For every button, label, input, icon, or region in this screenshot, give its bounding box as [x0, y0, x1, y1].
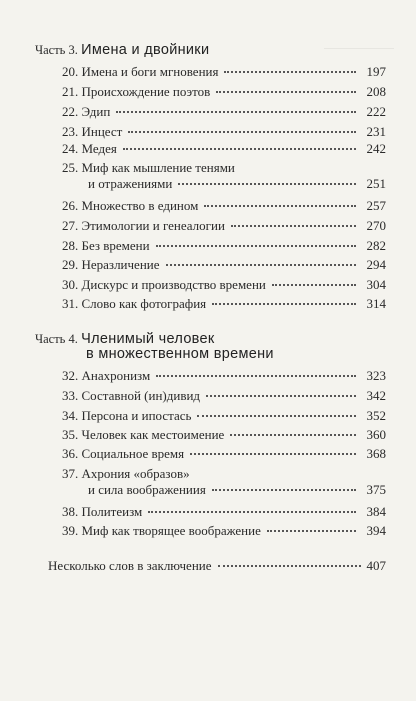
entry-title-continued: и отражениями	[88, 176, 173, 191]
entry-page: 294	[366, 257, 386, 272]
entry-title: Составной (ин)дивид	[81, 388, 201, 403]
toc-entry-39[interactable]	[62, 523, 386, 539]
dot-leader	[230, 434, 356, 436]
entry-page: 360	[366, 427, 386, 442]
entry-number: 24.	[62, 141, 79, 156]
entry-title: Анахронизм	[81, 368, 151, 383]
dot-leader	[212, 489, 356, 491]
dot-leader	[123, 148, 356, 150]
entry-title: Персона и ипостась	[81, 408, 192, 423]
entry-number: 27.	[62, 218, 79, 233]
dot-leader	[212, 303, 356, 305]
toc-entry-31[interactable]	[62, 296, 386, 312]
entry-title: Неразличение	[81, 257, 160, 272]
toc-entry-38[interactable]	[62, 504, 386, 520]
entry-number: 36.	[62, 446, 79, 461]
toc-entry-34[interactable]	[62, 408, 386, 424]
toc-entry-conclusion[interactable]	[48, 558, 386, 574]
entry-title: Эдип	[81, 104, 111, 119]
entry-page: 282	[366, 238, 386, 253]
entry-page: 208	[366, 84, 386, 99]
entry-number: 34.	[62, 408, 79, 423]
toc-entry-28[interactable]	[62, 238, 386, 254]
toc-entry-23[interactable]	[62, 124, 386, 140]
part-3-heading	[35, 42, 209, 58]
entry-number: 38.	[62, 504, 79, 519]
toc-entry-30[interactable]	[62, 277, 386, 293]
dot-leader	[156, 375, 356, 377]
faint-rule	[324, 48, 394, 49]
entry-title-continued: и сила воображениия	[88, 482, 206, 497]
entry-page: 222	[366, 104, 386, 119]
toc-entry-29[interactable]	[62, 257, 386, 273]
dot-leader	[166, 264, 357, 266]
entry-title: Дискурс и производство времени	[81, 277, 266, 292]
entry-title: Медея	[81, 141, 117, 156]
dot-leader	[197, 415, 356, 417]
toc-entry-25[interactable]	[62, 160, 386, 192]
entry-title: Слово как фотография	[81, 296, 207, 311]
dot-leader	[204, 205, 356, 207]
dot-leader	[224, 71, 356, 73]
entry-page: 304	[366, 277, 386, 292]
entry-title: Социальное время	[81, 446, 185, 461]
entry-number: 22.	[62, 104, 79, 119]
dot-leader	[218, 565, 361, 567]
entry-title: Происхождение поэтов	[81, 84, 211, 99]
entry-page: 394	[366, 523, 386, 538]
entry-page: 231	[366, 124, 386, 139]
entry-number: 21.	[62, 84, 79, 99]
dot-leader	[156, 245, 356, 247]
part-4-title-line-2: в множественном времени	[86, 346, 274, 362]
dot-leader	[216, 91, 356, 93]
toc-entry-22[interactable]	[62, 104, 386, 120]
toc-entry-20[interactable]	[62, 64, 386, 80]
entry-title: Несколько слов в заключение	[48, 558, 212, 573]
entry-number: 23.	[62, 124, 79, 139]
entry-number: 39.	[62, 523, 79, 538]
part-4-label: Часть 4.	[35, 332, 78, 346]
entry-page: 352	[366, 408, 386, 423]
entry-number: 33.	[62, 388, 79, 403]
toc-entry-27[interactable]	[62, 218, 386, 234]
entry-page: 375	[366, 482, 386, 497]
entry-number: 25.	[62, 160, 79, 175]
entry-title: Миф как творящее воображение	[81, 523, 261, 538]
dot-leader	[231, 225, 356, 227]
entry-title: Этимологии и генеалогии	[81, 218, 225, 233]
toc-entry-32[interactable]	[62, 368, 386, 384]
dot-leader	[116, 111, 356, 113]
entry-title: Множество в едином	[81, 198, 199, 213]
dot-leader	[128, 131, 356, 133]
dot-leader	[190, 453, 356, 455]
entry-number: 35.	[62, 427, 79, 442]
entry-title: Миф как мышление тенями	[81, 160, 235, 175]
entry-title: Имена и боги мгновения	[81, 64, 219, 79]
entry-page: 323	[366, 368, 386, 383]
entry-page: 242	[366, 141, 386, 156]
toc-entry-24[interactable]	[62, 141, 386, 157]
dot-leader	[206, 395, 356, 397]
part-3-title: Имена и двойники	[81, 42, 210, 58]
entry-number: 32.	[62, 368, 79, 383]
toc-entry-37[interactable]	[62, 466, 386, 498]
entry-page: 197	[366, 64, 386, 79]
entry-page: 314	[366, 296, 386, 311]
entry-number: 31.	[62, 296, 79, 311]
dot-leader	[178, 183, 356, 185]
entry-title: Человек как местоимение	[81, 427, 225, 442]
dot-leader	[148, 511, 356, 513]
part-3-label: Часть 3.	[35, 43, 78, 57]
dot-leader	[272, 284, 356, 286]
toc-entry-33[interactable]	[62, 388, 386, 404]
entry-page: 257	[366, 198, 386, 213]
entry-number: 37.	[62, 466, 79, 481]
entry-page: 368	[366, 446, 386, 461]
entry-number: 28.	[62, 238, 79, 253]
part-4-title-line-1: Членимый человек	[81, 331, 215, 347]
dot-leader	[267, 530, 356, 532]
entry-number: 29.	[62, 257, 79, 272]
toc-entry-26[interactable]	[62, 198, 386, 214]
entry-page: 407	[366, 558, 386, 573]
entry-number: 30.	[62, 277, 79, 292]
toc-entry-36[interactable]	[62, 446, 386, 462]
entry-page: 251	[366, 176, 386, 191]
entry-title: Политеизм	[81, 504, 143, 519]
entry-page: 270	[366, 218, 386, 233]
part-4-heading	[35, 331, 215, 347]
entry-number: 26.	[62, 198, 79, 213]
entry-page: 342	[366, 388, 386, 403]
entry-page: 384	[366, 504, 386, 519]
entry-title: Инцест	[81, 124, 123, 139]
entry-title: Ахрония «образов»	[81, 466, 190, 481]
toc-entry-35[interactable]	[62, 427, 386, 443]
entry-number: 20.	[62, 64, 79, 79]
entry-title: Без времени	[81, 238, 150, 253]
toc-entry-21[interactable]	[62, 84, 386, 100]
